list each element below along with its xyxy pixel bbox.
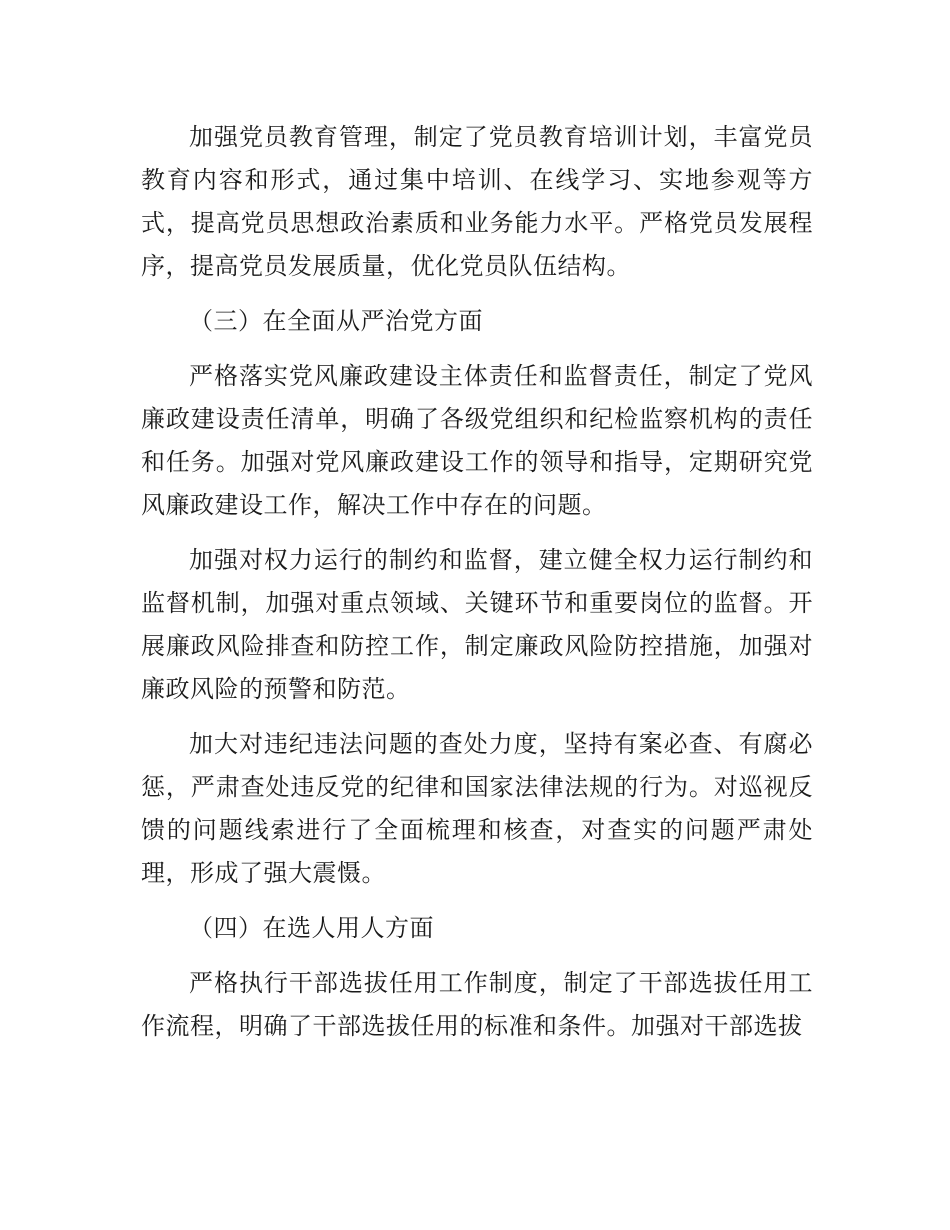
paragraph-party-education: 加强党员教育管理，制定了党员教育培训计划，丰富党员教育内容和形式，通过集中培训、在线学习、实地参观等方式，提高党员思想政治素质和业务能力水平。严格党员发展程序，提高党员发展质量，优化党员队伍结构。 xyxy=(141,123,813,280)
section-heading-personnel-selection: （四）在选人用人方面 xyxy=(189,914,434,942)
paragraph-responsibility: 严格落实党风廉政建设主体责任和监督责任，制定了党风廉政建设责任清单，明确了各级党组织和纪检监察机构的责任和任务。加强对党风廉政建设工作的领导和指导，定期研究党风廉政建设工作，解决工作中存在的问题。 xyxy=(141,362,813,519)
section-heading-strict-governance: （三）在全面从严治党方面 xyxy=(189,307,483,335)
paragraph-cadre-selection: 严格执行干部选拔任用工作制度，制定了干部选拔任用工作流程，明确了干部选拔任用的标准和条件。加强对干部选拔 xyxy=(141,969,813,1040)
paragraph-power-supervision: 加强对权力运行的制约和监督，建立健全权力运行制约和监督机制，加强对重点领域、关键环节和重要岗位的监督。开展廉政风险排查和防控工作，制定廉政风险防控措施，加强对廉政风险的预警和防范。 xyxy=(141,546,813,703)
document-body xyxy=(141,116,813,1060)
paragraph-discipline-enforcement: 加大对违纪违法问题的查处力度，坚持有案必查、有腐必惩，严肃查处违反党的纪律和国家法律法规的行为。对巡视反馈的问题线索进行了全面梳理和核查，对查实的问题严肃处理，形成了强大震慑。 xyxy=(141,730,813,887)
